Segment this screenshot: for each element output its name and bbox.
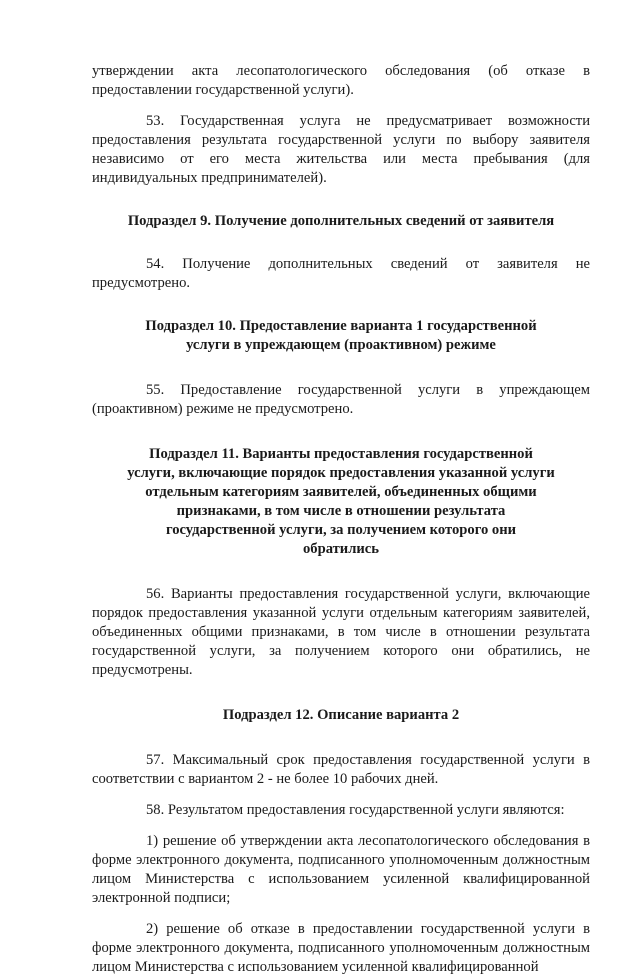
paragraph-58-item-1: 1) решение об утверждении акта лесопатологического обследования в форме электронного документа, подписанного уполномоченным должностным лицом Министерства с использованием усиленной квалифицированной электронной подписи; bbox=[92, 833, 590, 906]
heading-line: признаками, в том числе в отношении результата bbox=[176, 503, 506, 519]
paragraph-55: 55. Предоставление государственной услуги в упреждающем (проактивном) режиме не предусмотрено. bbox=[92, 382, 590, 417]
subsection-10-heading bbox=[92, 317, 590, 355]
paragraph-58: 58. Результатом предоставления государственной услуги являются: bbox=[146, 802, 565, 818]
paragraph-56: 56. Варианты предоставления государственной услуги, включающие порядок предоставления указанной услуги отдельным категориям заявителей, объединенных общими признаками, в том числе в отношении результата государственной услуги, за получением которого они обратились, не предусмотрены. bbox=[92, 586, 590, 678]
document-page bbox=[92, 62, 590, 977]
paragraph-54: 54. Получение дополнительных сведений от заявителя не предусмотрено. bbox=[92, 256, 590, 291]
heading-line: государственной услуги, за получением которого они bbox=[165, 522, 517, 538]
paragraph-58-item-2: 2) решение об отказе в предоставлении государственной услуги в форме электронного документа, подписанного уполномоченным должностным лицом Министерства с использованием усиленной квалифицированной bbox=[92, 921, 590, 975]
subsection-9-heading: Подраздел 9. Получение дополнительных сведений от заявителя bbox=[127, 213, 555, 229]
paragraph-57: 57. Максимальный срок предоставления государственной услуги в соответствии с вариантом 2 - не более 10 рабочих дней. bbox=[92, 752, 590, 787]
subsection-12-heading: Подраздел 12. Описание варианта 2 bbox=[222, 707, 460, 723]
subsection-11-heading bbox=[92, 445, 590, 559]
heading-line: услуги, включающие порядок предоставления указанной услуги bbox=[127, 465, 555, 481]
heading-line: Подраздел 11. Варианты предоставления государственной bbox=[149, 446, 533, 462]
heading-line: отдельным категориям заявителей, объединенных общими bbox=[145, 484, 537, 500]
paragraph-continuation: утверждении акта лесопатологического обследования (об отказе в предоставлении государственной услуги). bbox=[92, 63, 590, 98]
heading-line: Подраздел 10. Предоставление варианта 1 государственной bbox=[145, 318, 537, 334]
heading-line: услуги в упреждающем (проактивном) режиме bbox=[186, 337, 496, 353]
paragraph-53: 53. Государственная услуга не предусматривает возможности предоставления результата государственной услуги по выбору заявителя независимо от его места жительства или места пребывания (для индивидуальных предпринимателей). bbox=[92, 113, 590, 186]
heading-line: обратились bbox=[303, 541, 379, 557]
